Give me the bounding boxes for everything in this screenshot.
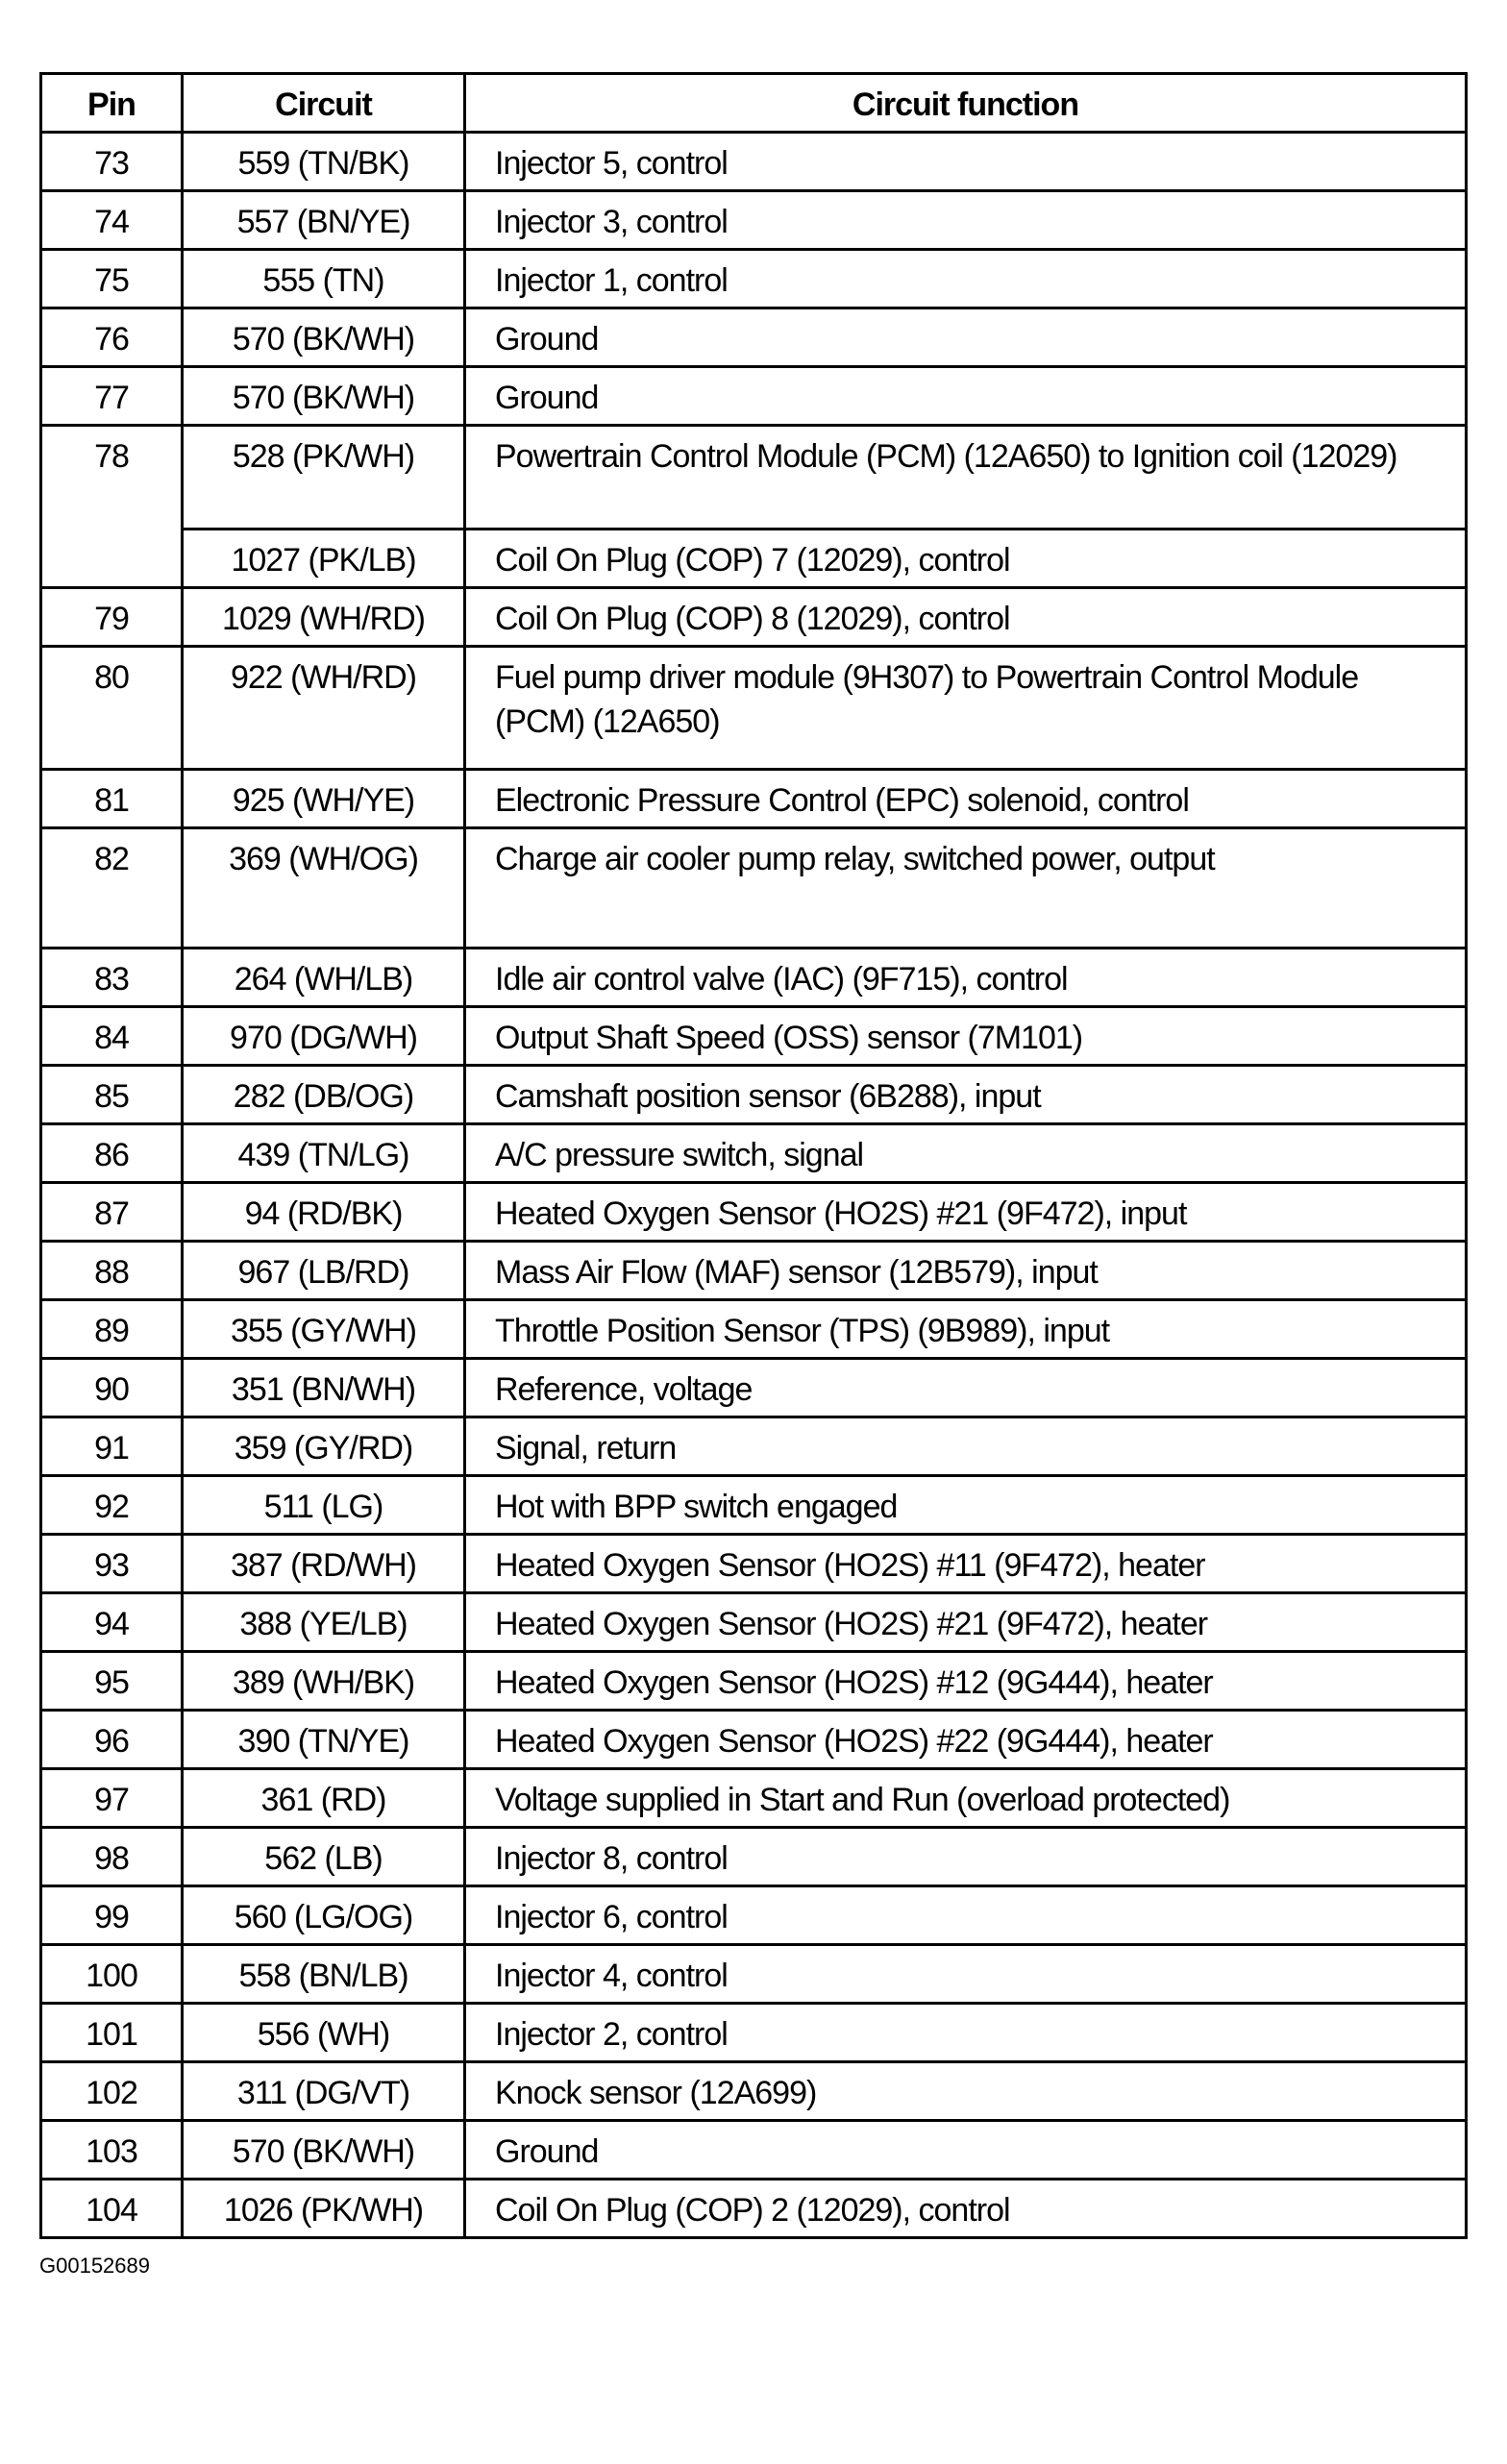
pin-circuit-table <box>39 72 1468 2239</box>
circuit-cell: 560 (LG/OG) <box>183 1886 465 1945</box>
table-row <box>41 1886 1467 1945</box>
table-row <box>41 2121 1467 2180</box>
pin-cell: 86 <box>41 1124 183 1183</box>
pin-cell: 87 <box>41 1183 183 1242</box>
circuit-cell: 387 (RD/WH) <box>183 1535 465 1593</box>
pin-cell: 80 <box>41 647 183 770</box>
circuit-cell: 558 (BN/LB) <box>183 1945 465 2004</box>
pin-cell: 81 <box>41 770 183 828</box>
pin-cell: 101 <box>41 2004 183 2062</box>
table-row <box>41 1359 1467 1417</box>
table-row <box>41 1769 1467 1828</box>
table-row <box>41 2004 1467 2062</box>
circuit-function-cell: Output Shaft Speed (OSS) sensor (7M101) <box>465 1007 1467 1066</box>
pin-cell: 93 <box>41 1535 183 1593</box>
circuit-cell: 361 (RD) <box>183 1769 465 1828</box>
circuit-cell: 557 (BN/YE) <box>183 191 465 250</box>
pin-cell: 78 <box>41 426 183 588</box>
circuit-cell: 94 (RD/BK) <box>183 1183 465 1242</box>
table-row <box>41 1007 1467 1066</box>
table-row <box>41 133 1467 191</box>
table-row <box>41 828 1467 949</box>
circuit-function-cell: Injector 5, control <box>465 133 1467 191</box>
circuit-cell: 970 (DG/WH) <box>183 1007 465 1066</box>
pin-cell: 74 <box>41 191 183 250</box>
circuit-function-cell: Fuel pump driver module (9H307) to Powertrain Control Module (PCM) (12A650) <box>465 647 1467 770</box>
pin-cell: 88 <box>41 1242 183 1300</box>
circuit-function-cell: Injector 2, control <box>465 2004 1467 2062</box>
circuit-function-cell: Ground <box>465 308 1467 367</box>
table-row <box>41 308 1467 367</box>
pin-cell: 94 <box>41 1593 183 1652</box>
pin-cell: 95 <box>41 1652 183 1711</box>
circuit-function-cell: Heated Oxygen Sensor (HO2S) #22 (9G444), heater <box>465 1711 1467 1769</box>
circuit-function-cell: Heated Oxygen Sensor (HO2S) #21 (9F472), input <box>465 1183 1467 1242</box>
pin-cell: 98 <box>41 1828 183 1886</box>
table-row <box>41 191 1467 250</box>
circuit-cell: 562 (LB) <box>183 1828 465 1886</box>
pin-cell: 99 <box>41 1886 183 1945</box>
table-row <box>41 2062 1467 2121</box>
pin-cell: 89 <box>41 1300 183 1359</box>
circuit-function-cell: Coil On Plug (COP) 7 (12029), control <box>465 530 1467 588</box>
circuit-function-cell: Injector 4, control <box>465 1945 1467 2004</box>
circuit-cell: 570 (BK/WH) <box>183 308 465 367</box>
circuit-function-cell: Electronic Pressure Control (EPC) solenoid, control <box>465 770 1467 828</box>
table-row <box>41 426 1467 530</box>
circuit-function-cell: Camshaft position sensor (6B288), input <box>465 1066 1467 1124</box>
circuit-cell: 390 (TN/YE) <box>183 1711 465 1769</box>
table-row <box>41 770 1467 828</box>
pin-cell: 76 <box>41 308 183 367</box>
pin-cell: 96 <box>41 1711 183 1769</box>
table-row <box>41 1945 1467 2004</box>
header-pin: Pin <box>41 74 183 133</box>
circuit-cell: 528 (PK/WH) <box>183 426 465 530</box>
circuit-function-cell: Ground <box>465 367 1467 426</box>
circuit-function-cell: A/C pressure switch, signal <box>465 1124 1467 1183</box>
circuit-cell: 351 (BN/WH) <box>183 1359 465 1417</box>
header-circuit-function: Circuit function <box>465 74 1467 133</box>
circuit-cell: 355 (GY/WH) <box>183 1300 465 1359</box>
pin-cell: 82 <box>41 828 183 949</box>
pin-cell: 100 <box>41 1945 183 2004</box>
circuit-function-cell: Heated Oxygen Sensor (HO2S) #21 (9F472), heater <box>465 1593 1467 1652</box>
circuit-function-cell: Powertrain Control Module (PCM) (12A650) to Ignition coil (12029) <box>465 426 1467 530</box>
circuit-function-cell: Charge air cooler pump relay, switched power, output <box>465 828 1467 949</box>
circuit-cell: 264 (WH/LB) <box>183 949 465 1007</box>
table-row <box>41 1476 1467 1535</box>
circuit-function-cell: Hot with BPP switch engaged <box>465 1476 1467 1535</box>
circuit-cell: 570 (BK/WH) <box>183 367 465 426</box>
table-row <box>41 588 1467 647</box>
circuit-cell: 511 (LG) <box>183 1476 465 1535</box>
circuit-function-cell: Signal, return <box>465 1417 1467 1476</box>
circuit-cell: 282 (DB/OG) <box>183 1066 465 1124</box>
circuit-cell: 1027 (PK/LB) <box>183 530 465 588</box>
circuit-cell: 1029 (WH/RD) <box>183 588 465 647</box>
circuit-function-cell: Knock sensor (12A699) <box>465 2062 1467 2121</box>
circuit-function-cell: Injector 1, control <box>465 250 1467 308</box>
pin-cell: 104 <box>41 2180 183 2238</box>
table-row <box>41 1242 1467 1300</box>
circuit-cell: 439 (TN/LG) <box>183 1124 465 1183</box>
circuit-function-cell: Heated Oxygen Sensor (HO2S) #12 (9G444), heater <box>465 1652 1467 1711</box>
table-row <box>41 1300 1467 1359</box>
circuit-function-cell: Injector 8, control <box>465 1828 1467 1886</box>
circuit-function-cell: Throttle Position Sensor (TPS) (9B989), input <box>465 1300 1467 1359</box>
circuit-cell: 925 (WH/YE) <box>183 770 465 828</box>
circuit-function-cell: Injector 3, control <box>465 191 1467 250</box>
circuit-cell: 555 (TN) <box>183 250 465 308</box>
table-row <box>41 949 1467 1007</box>
table-row <box>41 530 1467 588</box>
circuit-function-cell: Coil On Plug (COP) 2 (12029), control <box>465 2180 1467 2238</box>
table-row <box>41 250 1467 308</box>
pin-cell: 77 <box>41 367 183 426</box>
pin-cell: 103 <box>41 2121 183 2180</box>
header-circuit: Circuit <box>183 74 465 133</box>
circuit-function-cell: Coil On Plug (COP) 8 (12029), control <box>465 588 1467 647</box>
table-row <box>41 1124 1467 1183</box>
circuit-cell: 570 (BK/WH) <box>183 2121 465 2180</box>
circuit-cell: 559 (TN/BK) <box>183 133 465 191</box>
circuit-function-cell: Reference, voltage <box>465 1359 1467 1417</box>
pin-cell: 91 <box>41 1417 183 1476</box>
table-body <box>41 133 1467 2238</box>
pin-cell: 73 <box>41 133 183 191</box>
table-row <box>41 1593 1467 1652</box>
pin-cell: 79 <box>41 588 183 647</box>
circuit-cell: 556 (WH) <box>183 2004 465 2062</box>
pin-cell: 75 <box>41 250 183 308</box>
pin-cell: 92 <box>41 1476 183 1535</box>
circuit-cell: 311 (DG/VT) <box>183 2062 465 2121</box>
table-row <box>41 1066 1467 1124</box>
circuit-function-cell: Injector 6, control <box>465 1886 1467 1945</box>
table-header-row <box>41 74 1467 133</box>
table-row <box>41 1417 1467 1476</box>
pin-cell: 83 <box>41 949 183 1007</box>
pin-cell: 97 <box>41 1769 183 1828</box>
table-row <box>41 647 1467 770</box>
table-row <box>41 367 1467 426</box>
circuit-function-cell: Heated Oxygen Sensor (HO2S) #11 (9F472), heater <box>465 1535 1467 1593</box>
circuit-cell: 1026 (PK/WH) <box>183 2180 465 2238</box>
table-row <box>41 2180 1467 2238</box>
circuit-cell: 389 (WH/BK) <box>183 1652 465 1711</box>
circuit-function-cell: Idle air control valve (IAC) (9F715), control <box>465 949 1467 1007</box>
circuit-function-cell: Mass Air Flow (MAF) sensor (12B579), input <box>465 1242 1467 1300</box>
pin-cell: 102 <box>41 2062 183 2121</box>
table-row <box>41 1652 1467 1711</box>
circuit-cell: 388 (YE/LB) <box>183 1593 465 1652</box>
circuit-cell: 359 (GY/RD) <box>183 1417 465 1476</box>
circuit-function-cell: Voltage supplied in Start and Run (overload protected) <box>465 1769 1467 1828</box>
table-row <box>41 1711 1467 1769</box>
table-row <box>41 1828 1467 1886</box>
circuit-cell: 369 (WH/OG) <box>183 828 465 949</box>
figure-id: G00152689 <box>39 2254 150 2278</box>
pin-cell: 85 <box>41 1066 183 1124</box>
circuit-function-cell: Ground <box>465 2121 1467 2180</box>
table-row <box>41 1183 1467 1242</box>
pin-cell: 84 <box>41 1007 183 1066</box>
pin-cell: 90 <box>41 1359 183 1417</box>
circuit-cell: 922 (WH/RD) <box>183 647 465 770</box>
table-row <box>41 1535 1467 1593</box>
circuit-cell: 967 (LB/RD) <box>183 1242 465 1300</box>
